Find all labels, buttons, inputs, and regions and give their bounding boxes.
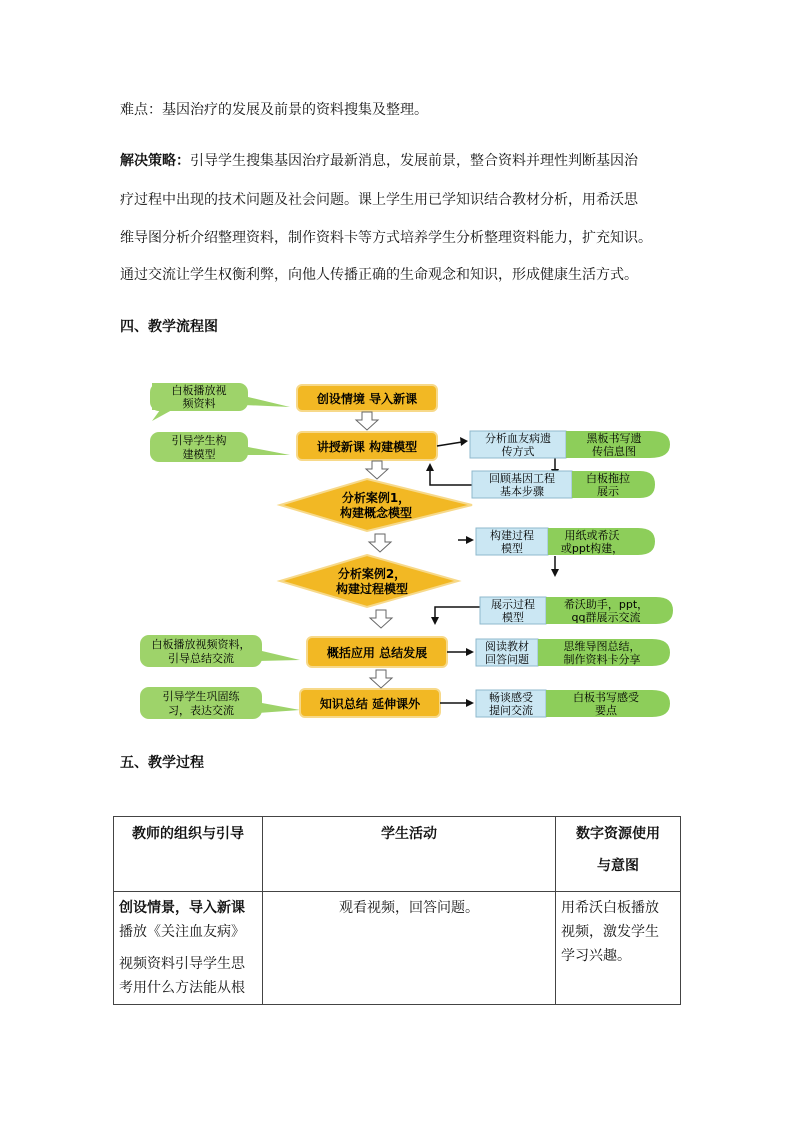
right-box-5	[476, 639, 670, 666]
right-box-6	[476, 690, 670, 717]
teaching-process-table	[113, 816, 681, 1005]
header-student-label: 学生活动	[381, 826, 437, 842]
left-note-4-line-1: 引导学生巩固练	[162, 690, 240, 703]
left-note-2-line-1: 引导学生构	[171, 434, 227, 447]
right-box-5-green-2: 制作资料卡分享	[563, 653, 641, 666]
right-box-4-blue-2: 模型	[502, 611, 524, 624]
section-4-title: 四、教学流程图	[120, 319, 218, 335]
solution-text-1: 引导学生搜集基因治疗最新消息，发展前景，整合资料并理性判断基因治	[190, 153, 638, 169]
left-note-1-line-1: 白板播放视	[171, 384, 227, 397]
right-box-3-green-2: 或ppt构建，	[560, 542, 624, 555]
step-2-label: 讲授新课 构建模型	[316, 440, 418, 454]
right-box-5-blue-2: 回答问题	[485, 653, 529, 666]
right-box-5-green-1: 思维导图总结，	[563, 640, 641, 653]
step-1-label: 创设情境 导入新课	[316, 392, 418, 406]
header-teacher-label: 教师的组织与引导	[132, 826, 244, 842]
left-note-2-line-2: 建模型	[182, 448, 216, 461]
right-box-2-blue-2: 基本步骤	[500, 485, 544, 498]
solution-line-2: 疗过程中出现的技术问题及社会问题。课上学生用已学知识结合教材分析，用希沃思	[120, 192, 638, 208]
right-box-4-green-1: 希沃助手，ppt，	[563, 598, 649, 611]
cell-student-text: 观看视频，回答问题。	[339, 900, 479, 916]
cell-resource-line-2: 视频，激发学生	[561, 924, 659, 940]
right-box-2-blue-1: 回顾基因工程	[489, 472, 555, 485]
right-box-3-blue-1: 构建过程	[490, 529, 534, 542]
down-arrow-1	[356, 412, 378, 430]
right-box-1-green-1: 黑板书写遗	[586, 432, 642, 445]
right-box-1-blue-2: 传方式	[501, 445, 535, 458]
solution-line-4: 通过交流让学生权衡利弊，向他人传播正确的生命观念和知识，形成健康生活方式。	[120, 267, 638, 283]
right-box-4-green-2: qq群展示交流	[571, 611, 641, 624]
section-5-title: 五、教学过程	[120, 755, 204, 771]
step-5-label: 概括应用 总结发展	[326, 646, 428, 660]
right-box-4	[480, 597, 673, 624]
down-arrow-2	[366, 461, 388, 479]
step-5	[307, 637, 447, 667]
left-note-1	[150, 383, 290, 421]
solution-label: 解决策略：	[120, 153, 190, 169]
left-note-4	[140, 687, 300, 719]
header-resource-line-1: 数字资源使用	[576, 826, 660, 842]
difficulty-paragraph	[120, 100, 428, 120]
right-box-3-green-1: 用纸或希沃	[564, 529, 620, 542]
step-4-diamond	[280, 555, 458, 607]
down-arrow-5	[370, 670, 392, 688]
right-box-6-green-2: 要点	[595, 704, 617, 717]
left-note-3	[140, 635, 300, 667]
right-box-2-green-2: 展示	[597, 485, 619, 498]
left-note-2	[150, 432, 290, 462]
cell-student	[263, 892, 556, 1005]
cell-teacher-line-1: 播放《关注血友病》	[119, 924, 245, 940]
right-box-3-blue-2: 模型	[501, 542, 523, 555]
left-note-1-line-2: 频资料	[182, 397, 216, 410]
right-box-3	[476, 528, 655, 555]
right-box-5-blue-1: 阅读教材	[485, 640, 529, 653]
cell-resource	[556, 892, 681, 1005]
difficulty-label: 难点：	[120, 102, 162, 118]
cell-teacher	[114, 892, 263, 1005]
header-resource	[556, 817, 681, 892]
down-arrow-4	[370, 610, 392, 628]
table-row	[114, 892, 681, 1005]
step-3-line-2: 构建概念模型	[339, 506, 413, 520]
step-1	[297, 385, 437, 411]
right-box-1-green-2: 传信息图	[592, 445, 636, 458]
left-note-4-line-2: 习，表达交流	[168, 704, 234, 717]
difficulty-text: 基因治疗的发展及前景的资料搜集及整理。	[162, 102, 428, 118]
header-resource-line-2: 与意图	[597, 858, 639, 874]
step-6-label: 知识总结 延伸课外	[319, 697, 421, 711]
step-2	[297, 432, 437, 460]
solution-line-3: 维导图分析介绍整理资料，制作资料卡等方式培养学生分析整理资料能力，扩充知识。	[120, 230, 652, 246]
right-box-2	[472, 471, 655, 498]
down-arrow-3	[369, 534, 391, 552]
right-box-1-blue-1: 分析血友病遗	[485, 432, 551, 445]
solution-line-1	[120, 151, 638, 171]
table-header-row	[114, 817, 681, 892]
cell-teacher-line-2: 视频资料引导学生思	[119, 956, 245, 972]
right-box-2-green-1: 白板拖拉	[586, 472, 630, 485]
cell-teacher-line-3: 考用什么方法能从根	[119, 980, 245, 996]
right-box-1	[470, 431, 670, 458]
cell-resource-line-1: 用希沃白板播放	[561, 900, 659, 916]
step-3-line-1: 分析案例1，	[341, 491, 411, 505]
right-box-4-blue-1: 展示过程	[491, 598, 535, 611]
step-6	[300, 689, 440, 717]
header-teacher	[114, 817, 263, 892]
teaching-flowchart	[140, 375, 680, 725]
cell-teacher-title: 创设情景，导入新课	[119, 900, 245, 916]
header-student	[263, 817, 556, 892]
left-note-3-line-2: 引导总结交流	[168, 652, 234, 665]
right-box-6-blue-1: 畅谈感受	[489, 691, 533, 704]
right-box-6-green-1: 白板书写感受	[573, 691, 639, 704]
step-3-diamond	[280, 479, 472, 531]
right-box-6-blue-2: 提问交流	[489, 704, 533, 717]
step-4-line-2: 构建过程模型	[335, 582, 409, 596]
step-4-line-1: 分析案例2，	[337, 567, 407, 581]
cell-resource-line-3: 学习兴趣。	[561, 948, 631, 964]
left-note-3-line-1: 白板播放视频资料，	[151, 638, 251, 651]
